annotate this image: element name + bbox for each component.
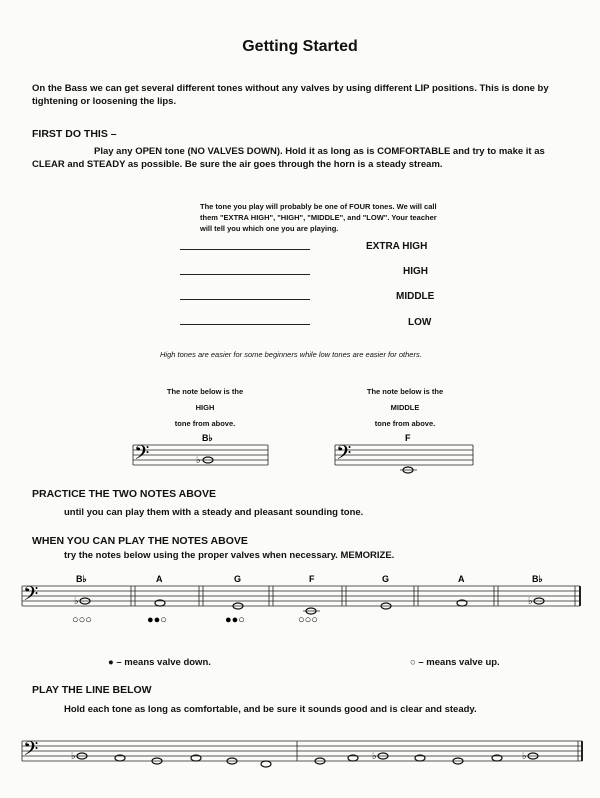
tones-note: High tones are easier for some beginners while low tones are easier for others. bbox=[160, 350, 422, 359]
valve-note-name: A bbox=[156, 574, 163, 584]
valve-fingering: ○○○ bbox=[72, 614, 92, 626]
left-caption-line2: HIGH bbox=[195, 403, 215, 412]
practice-heading: PRACTICE THE TWO NOTES ABOVE bbox=[32, 488, 216, 500]
valve-fingering: ●●○ bbox=[225, 614, 245, 626]
bass-clef-icon: 𝄢 bbox=[336, 442, 352, 469]
right-caption-line2: MIDDLE bbox=[390, 403, 420, 412]
flat-sign: ♭ bbox=[522, 751, 527, 762]
when-text: try the notes below using the proper valves when necessary. MEMORIZE. bbox=[64, 550, 395, 561]
flat-sign: ♭ bbox=[196, 455, 201, 466]
tone-label-middle: MIDDLE bbox=[396, 291, 435, 302]
left-caption-line1: The note below is the bbox=[166, 387, 244, 396]
valve-staff bbox=[22, 586, 580, 606]
valve-fingering: ○○○ bbox=[298, 614, 318, 626]
flat-sign: ♭ bbox=[71, 751, 76, 762]
bass-clef-icon: 𝄢 bbox=[23, 583, 39, 610]
valve-note-name: G bbox=[382, 574, 390, 584]
line-text: Hold each tone as long as comfortable, and be sure it sounds good and is clear and steady. bbox=[64, 704, 477, 715]
flat-sign: ♭ bbox=[74, 596, 79, 607]
bass-clef-icon: 𝄢 bbox=[23, 738, 39, 765]
tone-label-low: LOW bbox=[408, 317, 432, 328]
line-staff bbox=[22, 741, 582, 761]
legend-valve-down: ● – means valve down. bbox=[108, 657, 211, 668]
practice-text: until you can play them with a steady and pleasant sounding tone. bbox=[64, 507, 364, 518]
valve-note-name: A bbox=[458, 574, 465, 584]
page-title: Getting Started bbox=[242, 38, 358, 55]
legend-valve-up: ○ – means valve up. bbox=[410, 657, 500, 668]
valve-note-name: G bbox=[234, 574, 242, 584]
when-heading: WHEN YOU CAN PLAY THE NOTES ABOVE bbox=[32, 535, 248, 547]
valve-note-name: F bbox=[309, 574, 315, 584]
tone-label-extra-high: EXTRA HIGH bbox=[366, 241, 428, 252]
right-caption-line1: The note below is the bbox=[366, 387, 444, 396]
line-notes bbox=[77, 753, 538, 767]
valve-fingering: ●●○ bbox=[147, 614, 167, 626]
flat-sign: ♭ bbox=[528, 596, 533, 607]
right-caption-line3: tone from above. bbox=[374, 419, 436, 428]
left-caption-line3: tone from above. bbox=[174, 419, 236, 428]
tones-intro: The tone you play will probably be one of FOUR tones. We will call them "EXTRA HIGH", "HIGH", "MIDDLE", and "LOW". Your teacher will tell you which one you are playing. bbox=[200, 202, 437, 233]
first-heading: FIRST DO THIS – bbox=[32, 128, 117, 140]
left-note-name: B♭ bbox=[202, 433, 213, 443]
flat-sign: ♭ bbox=[372, 751, 377, 762]
first-text: Play any OPEN tone (NO VALVES DOWN). Hold it as long as is COMFORTABLE and try to make it as CLEAR and STEADY as possible. Be sure the air goes through the horn is a steady stream. bbox=[32, 146, 545, 170]
tone-label-high: HIGH bbox=[403, 266, 428, 277]
right-note-name: F bbox=[405, 433, 411, 443]
right-example-staff bbox=[335, 445, 473, 465]
intro-paragraph: On the Bass we can get several different tones without any valves by using different LIP positions. This is done by tightening or loosening the lips. bbox=[32, 83, 549, 107]
bass-clef-icon: 𝄢 bbox=[134, 442, 150, 469]
line-heading: PLAY THE LINE BELOW bbox=[32, 684, 152, 696]
valve-note-name: B♭ bbox=[76, 574, 87, 584]
valve-note-name: B♭ bbox=[532, 574, 543, 584]
